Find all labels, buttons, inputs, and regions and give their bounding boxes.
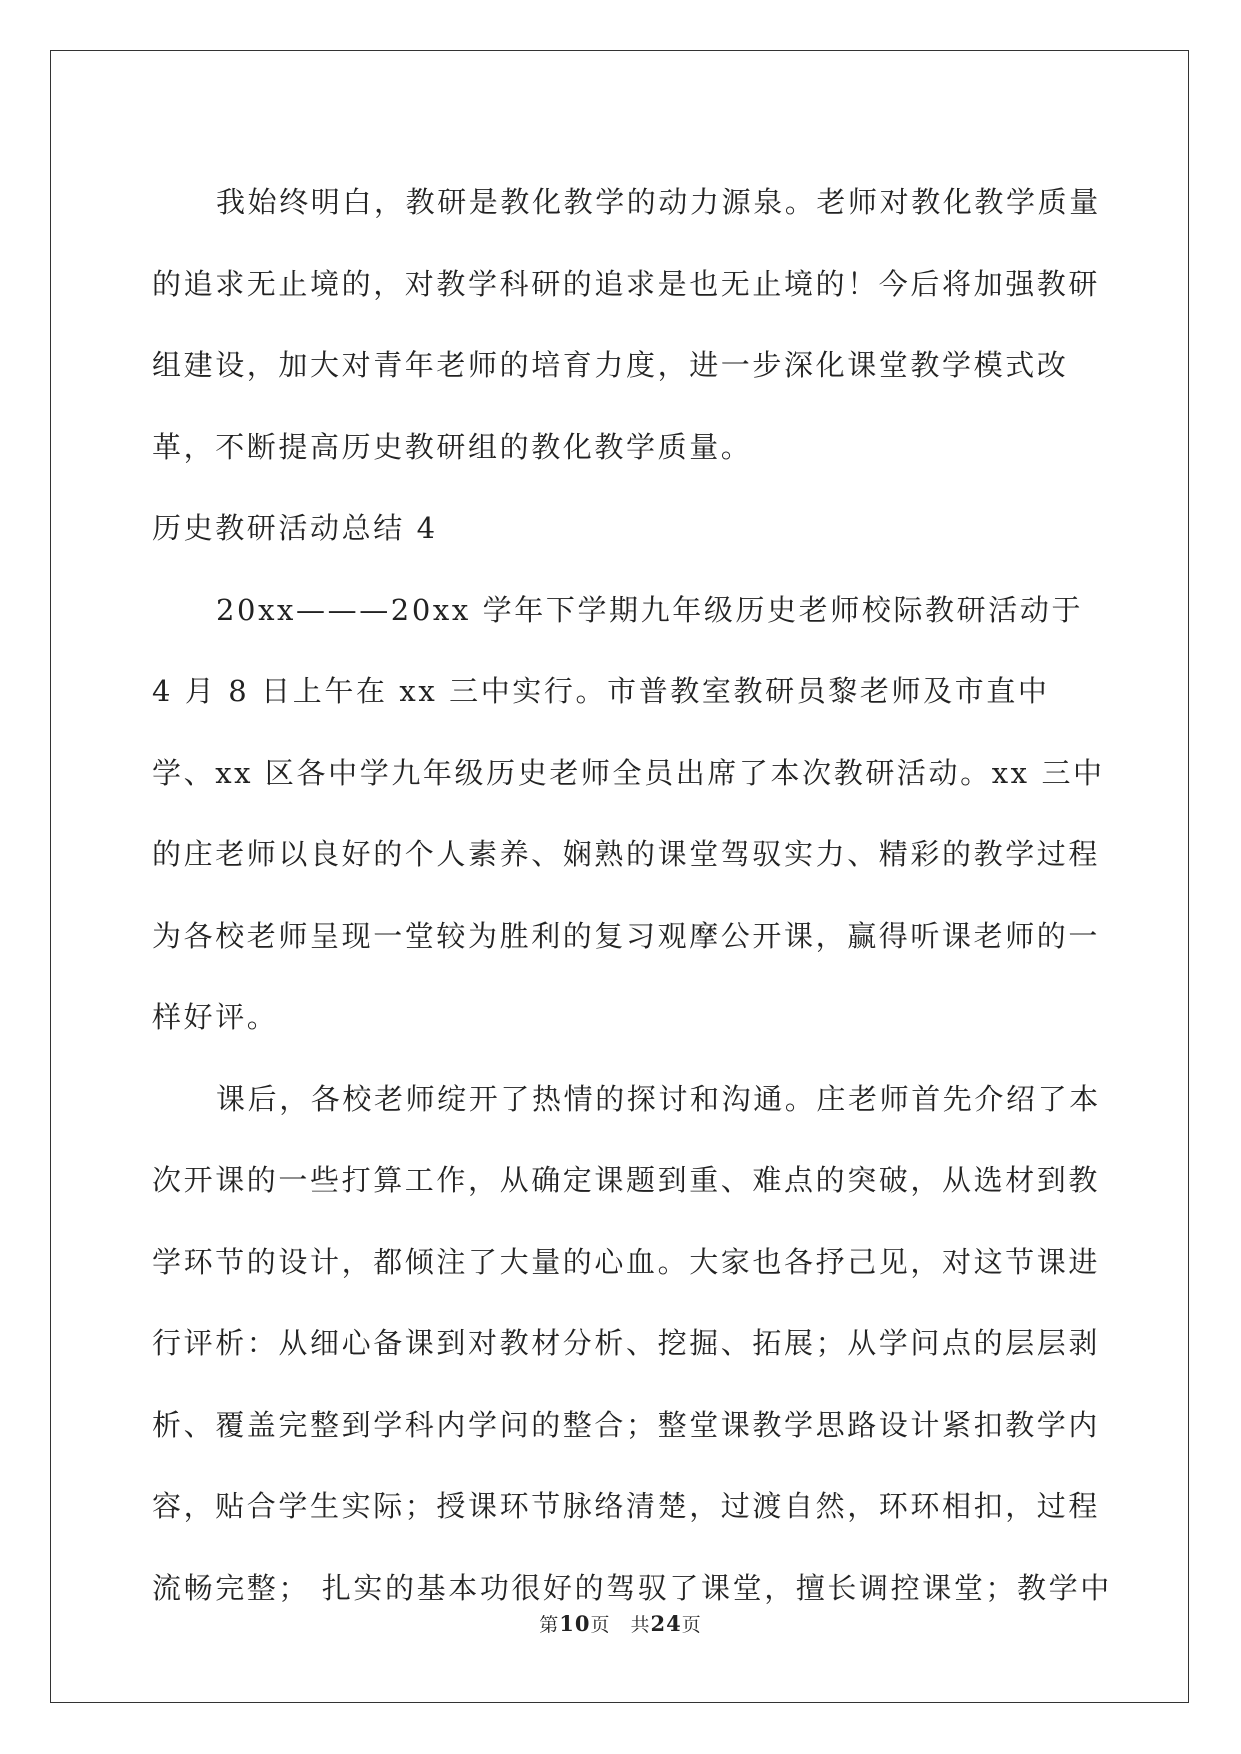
page-current: 10 [559, 1611, 591, 1636]
page-suffix: 页 [681, 1614, 702, 1636]
paragraph-3: 课后，各校老师绽开了热情的探讨和沟通。庄老师首先介绍了本次开课的一些打算工作，从确定课题到重、难点的突破，从选材到教学环节的设计，都倾注了大量的心血。大家也各抒己见，对这节课进行评析：从细心备课到对教材分析、挖掘、拓展；从学问点的层层剥析、覆盖完整到学科内学问的整合；整堂课教学思路设计紧扣教学内容，贴合学生实际；授课环节脉络清楚，过渡自然，环环相扣，过程流畅完整； 扎实的基本功很好的驾驭了课堂，擅长调控课堂；教学中 [152, 1081, 1112, 1605]
paragraph-1: 我始终明白，教研是教化教学的动力源泉。老师对教化教学质量的追求无止境的，对教学科研的追求是也无止境的！今后将加强教研组建设，加大对青年老师的培育力度，进一步深化课堂教学模式改革，不断提高历史教研组的教化教学质量。 [152, 185, 1101, 464]
page-mid: 页 共 [590, 1614, 651, 1636]
page-total: 24 [650, 1611, 682, 1636]
section-heading: 历史教研活动总结 4 [152, 511, 438, 545]
document-body [152, 162, 1112, 1629]
page-footer [0, 1610, 1241, 1637]
paragraph-2: 20xx———20xx 学年下学期九年级历史老师校际教研活动于 4 月 8 日上午在 xx 三中实行。市普教室教研员黎老师及市直中学、xx 区各中学九年级历史老师全员出席了本次教研活动。xx 三中的庄老师以良好的个人素养、娴熟的课堂驾驭实力、精彩的教学过程为各校老师呈现一堂较为胜利的复习观摩公开课，赢得听课老师的一样好评。 [152, 592, 1105, 1034]
page-prefix: 第 [539, 1614, 560, 1636]
